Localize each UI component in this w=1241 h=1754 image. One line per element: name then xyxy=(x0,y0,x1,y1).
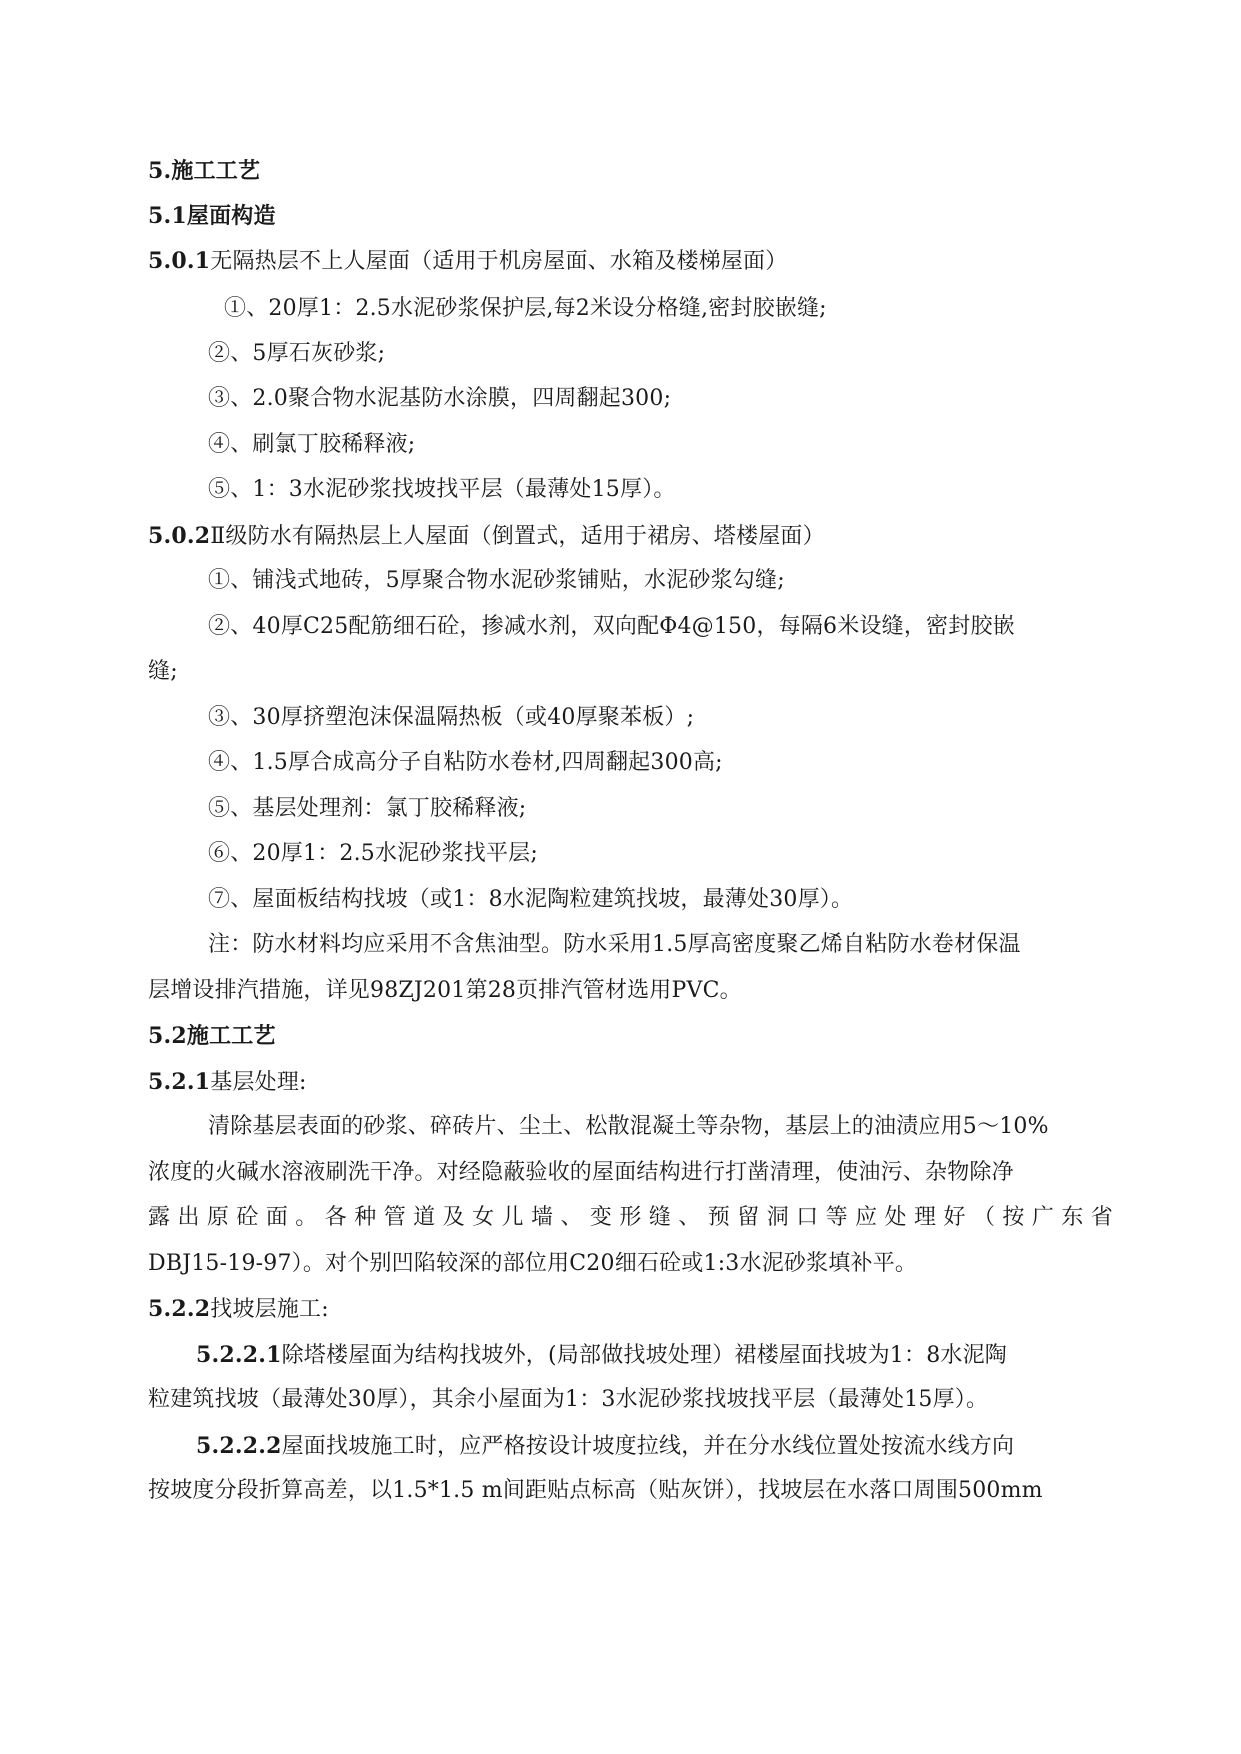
heading-roof-construction: 5.1屋面构造 xyxy=(148,203,276,229)
list-item-continuation: 缝; xyxy=(148,659,178,684)
list-item: ①、20厚1：2.5水泥砂浆保护层,每2米设分格缝,密封胶嵌缝; xyxy=(224,296,827,321)
list-item: ①、铺浅式地砖，5厚聚合物水泥砂浆铺贴，水泥砂浆勾缝; xyxy=(208,568,785,593)
subsection-number: 5.2.2.2 xyxy=(196,1433,282,1459)
paragraph-line: 浓度的火碱水溶液刷洗干净。对经隐蔽验收的屋面结构进行打凿清理，使油污、杂物除净 xyxy=(148,1160,1014,1185)
note-line: 注：防水材料均应采用不含焦油型。防水采用1.5厚高密度聚乙烯自粘防水卷材保温 xyxy=(208,932,1021,957)
list-item: ④、1.5厚合成高分子自粘防水卷材,四周翻起300高; xyxy=(208,750,723,775)
list-item: ⑦、屋面板结构找坡（或1：8水泥陶粒建筑找坡，最薄处30厚）。 xyxy=(208,887,854,912)
list-item: ③、30厚挤塑泡沫保温隔热板（或40厚聚苯板）; xyxy=(208,705,695,730)
section-title: 找坡层施工: xyxy=(210,1297,329,1322)
heading-construction-process-5-2: 5.2施工工艺 xyxy=(148,1023,276,1049)
section-title: 无隔热层不上人屋面（适用于机房屋面、水箱及楼梯屋面） xyxy=(210,249,788,274)
section-title: Ⅱ级防水有隔热层上人屋面（倒置式，适用于裙房、塔楼屋面） xyxy=(210,524,825,549)
paragraph-line: 粒建筑找坡（最薄处30厚），其余小屋面为1：3水泥砂浆找坡找平层（最薄处15厚）。 xyxy=(148,1387,989,1412)
paragraph-line: 除塔楼屋面为结构找坡外，(局部做找坡处理）裙楼屋面找坡为1：8水泥陶 xyxy=(281,1343,1007,1368)
paragraph-line: 屋面找坡施工时，应严格按设计坡度拉线，并在分水线位置处按流水线方向 xyxy=(281,1434,1015,1459)
list-item: ⑤、基层处理剂：氯丁胶稀释液; xyxy=(208,796,527,821)
list-item: ②、5厚石灰砂浆; xyxy=(208,341,386,366)
paragraph-line: 清除基层表面的砂浆、碎砖片、尘土、松散混凝土等杂物，基层上的油渍应用5～10% xyxy=(208,1114,1049,1139)
subsection-5-2-2-1 xyxy=(196,1340,1007,1371)
list-item: ⑤、1：3水泥砂浆找坡找平层（最薄处15厚）。 xyxy=(208,477,676,502)
heading-construction-process: 5.施工工艺 xyxy=(148,158,261,184)
section-number: 5.0.2 xyxy=(148,523,211,549)
section-5-2-2 xyxy=(148,1294,329,1325)
paragraph-line: DBJ15-19-97）。对个别凹陷较深的部位用C20细石砼或1:3水泥砂浆填补平。 xyxy=(148,1251,918,1276)
section-5-0-2 xyxy=(148,521,825,552)
subsection-number: 5.2.2.1 xyxy=(196,1342,282,1368)
paragraph-line: 露出原砼面。各种管道及女儿墙、变形缝、预留洞口等应处理好（按广东省 xyxy=(148,1205,1113,1230)
note-line: 层增设排汽措施，详见98ZJ201第28页排汽管材选用PVC。 xyxy=(148,978,742,1003)
section-5-0-1 xyxy=(148,246,787,277)
list-item: ⑥、20厚1：2.5水泥砂浆找平层; xyxy=(208,841,538,866)
list-item: ②、40厚C25配筋细石砼，掺减水剂，双向配Φ4@150，每隔6米设缝，密封胶嵌 xyxy=(208,614,1015,639)
section-title: 基层处理: xyxy=(210,1070,307,1095)
list-item: ④、刷氯丁胶稀释液; xyxy=(208,432,416,457)
list-item: ③、2.0聚合物水泥基防水涂膜，四周翻起300; xyxy=(208,386,672,411)
subsection-5-2-2-2 xyxy=(196,1431,1014,1462)
paragraph-line: 按坡度分段折算高差，以1.5*1.5 m间距贴点标高（贴灰饼），找坡层在水落口周围500mm xyxy=(148,1478,1043,1503)
section-5-2-1 xyxy=(148,1067,307,1098)
section-number: 5.0.1 xyxy=(148,248,211,274)
section-number: 5.2.2 xyxy=(148,1296,211,1322)
section-number: 5.2.1 xyxy=(148,1069,211,1095)
